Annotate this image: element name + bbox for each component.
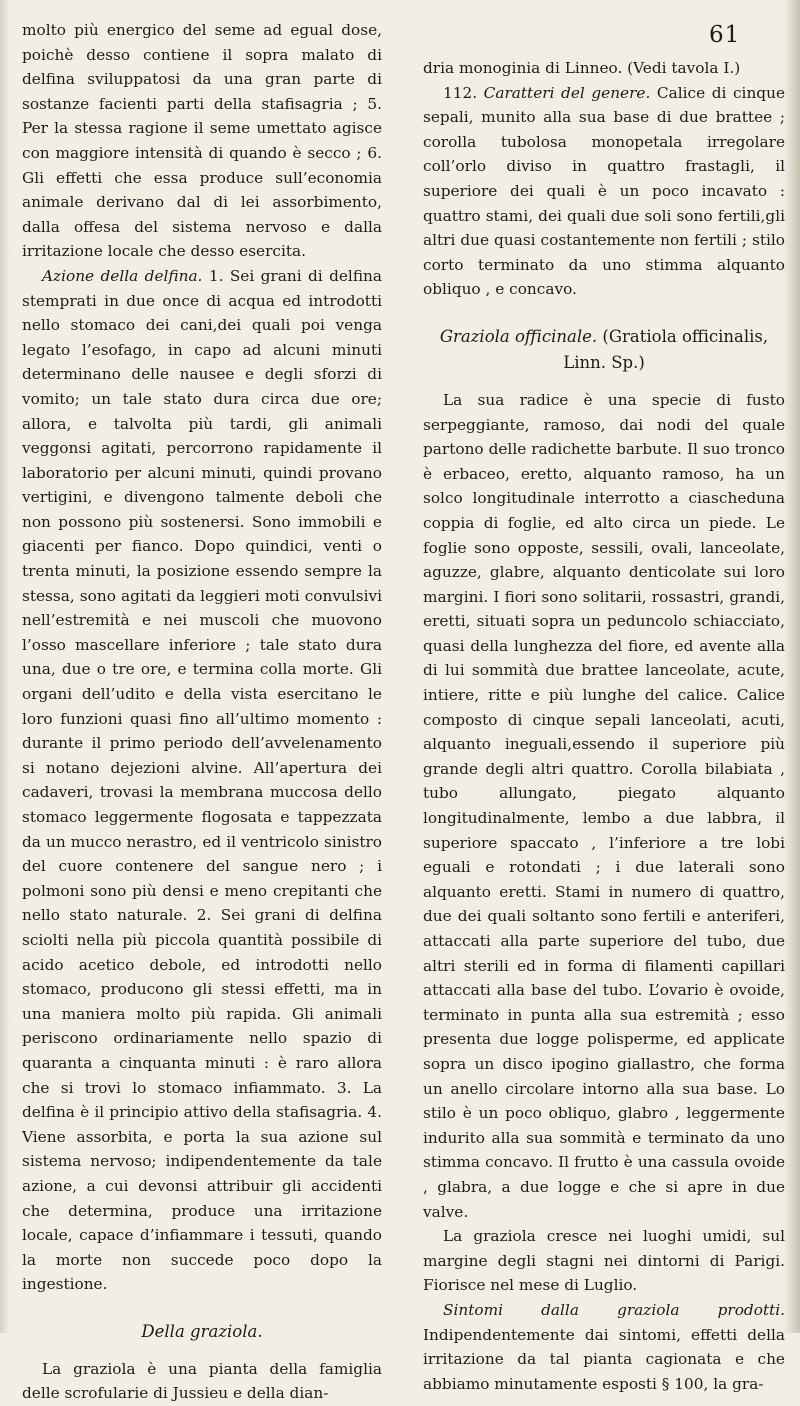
page-number: 61 [709, 22, 741, 48]
left-column [22, 18, 382, 1406]
species-heading [423, 324, 785, 376]
right-column [423, 56, 785, 1396]
page-edge-left [0, 0, 10, 1333]
right-paragraph-sintomi [423, 1298, 785, 1396]
delfina-run-in-title: Azione della delfina. [42, 266, 203, 285]
left-paragraph-1: molto più energico del seme ad egual dose, poichè desso contiene il sopra malato di delfina sviluppatosi da una gran parte di sostanze facienti parti della stafisagria ; 5. Per la stessa ragione il seme umettato agisce con maggiore intensità di quando è secco ; 6. Gli effetti che essa produce sull’economia animale derivano dal di lei assorbimento, dalla offesa del sistema nervoso e dalla irritazione locale che desso esercita. [22, 21, 382, 261]
delfina-body: 1. Sei grani di delfina stemprati in due once di acqua ed introdotti nello stomaco dei cani,dei quali poi venga legato l’esofago, in capo ad alcuni minuti determinano delle nausee e degli sforzi di vomito; un tale stato dura circa due ore; allora, e talvolta più tardi, gli animali veggonsi agitati, percorrono rapidamente il laboratorio per alcuni minuti, quindi provano vertigini, e divengono talmente deboli che non possono più sostenersi. Sono immobili e giacenti per fianco. Dopo quindici, venti o trenta minuti, la posizione essendo sempre la stessa, sono agitati da leggieri moti convulsivi nell’estremità e nei muscoli che muovono l’osso mascellare inferiore ; tale stato dura una, due o tre ore, e termina colla morte. Gli organi dell’udito e della vista esercitano le loro funzioni quasi fino all’ultimo momento : durante il primo periodo dell’avvelenamento si notano dejezioni alvine. All’apertura dei cadaveri, trovasi la membrana muccosa dello stomaco leggermente flogosata e tappezzata da un mucco nerastro, ed il ventricolo sinistro del cuore contenere del sangue nero ; i polmoni sono più densi e meno crepitanti che nello stato naturale. 2. Sei grani di delfina sciolti nella più piccola quantità possibile di acido acetico debole, ed introdotti nello stomaco, producono gli stessi effetti, ma in una maniera molto più rapida. Gli animali periscono ordinariamente nello spazio di quaranta a cinquanta minuti : è raro allora che si trovi lo stomaco infiammato. 3. La delfina è il principio attivo della stafisagria. 4. Viene assorbita, e porta la sua azione sul sistema nervoso; indipendentemente da tale azione, a cui devonsi attribuir gli accidenti che determina, produce una irritazione locale, capace d’infiammare i tessuti, quando la morte non succede poco dopo la ingestione. [22, 266, 382, 1294]
caratteri-run-in-title: Caratteri del genere. [483, 83, 651, 102]
left-paragraph-delfina [22, 264, 382, 1297]
right-paragraph-caratteri [423, 81, 785, 302]
right-paragraph-1: dria monoginia di Linneo. (Vedi tavola I.) [423, 59, 741, 77]
right-paragraph-habitat: La graziola cresce nei luoghi umidi, sul margine degli stagni nei dintorni di Parigi. Fiorisce nel mese di Luglio. [423, 1227, 785, 1295]
left-paragraph-graziola-intro: La graziola è una pianta della famiglia delle scrofularie di Jussieu e della dian- [22, 1359, 382, 1403]
species-heading-latin: (Gratiola officinalis, Linn. Sp.) [563, 326, 769, 372]
page-edge-right [784, 0, 800, 1333]
sintomi-body: Indipendentemente dai sintomi, effetti della irritazione da tal pianta cagionata e che abbiamo minutamente esposti § 100, la gra- [423, 1325, 785, 1393]
section-heading-graziola: Della graziola. [141, 1321, 263, 1341]
paragraph-number: 112. [443, 83, 478, 102]
species-heading-italic: Graziola officinale. [439, 326, 598, 346]
sintomi-run-in-title: Sintomi dalla graziola prodotti. [443, 1300, 785, 1319]
right-paragraph-description: La sua radice è una specie di fusto serpeggiante, ramoso, dai nodi del quale partono delle radichette barbute. Il suo tronco è erbaceo, eretto, alquanto ramoso, ha un solco longitudinale interrotto a ciascheduna coppia di foglie, ed alto circa un piede. Le foglie sono opposte, sessili, ovali, lanceolate, aguzze, glabre, alquanto denticolate sui loro margini. I fiori sono solitarii, rossastri, grandi, eretti, situati sopra un peduncolo schiacciato, quasi della lunghezza del fiore, ed avente alla di lui sommità due brattee lanceolate, acute, intiere, ritte e più lunghe del calice. Calice composto di cinque sepali lanceolati, acuti, alquanto ineguali,essendo il superiore più grande degli altri quattro. Corolla bilabiata , tubo allungato, piegato alquanto longitudinalmente, lembo a due labbra, il superiore spaccato , l’inferiore a tre lobi eguali e rotondati ; i due laterali sono alquanto eretti. Stami in numero di quattro, due dei quali soltanto sono fertili e anteriferi, attaccati alla parte superiore del tubo, due altri sterili ed in forma di filamenti capillari attaccati alla base del tubo. L’ovario è ovoide, terminato in punta alla sua estremità ; esso presenta due logge polisperme, ed applicate sopra un disco ipogino giallastro, che forma un anello circolare intorno alla sua base. Lo stilo è un poco obliquo, glabro , leggermente indurito alla sua sommità e terminato da uno stimma concavo. Il frutto è una cassula ovoide , glabra, a due logge e che si apre in due valve. [423, 390, 785, 1221]
caratteri-body: Calice di cinque sepali, munito alla sua base di due brattee ; corolla tubolosa monopetala irregolare coll’orlo diviso in quattro frastagli, il superiore dei quali è un poco incavato : quattro stami, dei quali due soli sono fertili,gli altri due quasi costantemente non fertili ; stilo corto terminato da uno stimma alquanto obliquo , e concavo. [423, 83, 786, 299]
